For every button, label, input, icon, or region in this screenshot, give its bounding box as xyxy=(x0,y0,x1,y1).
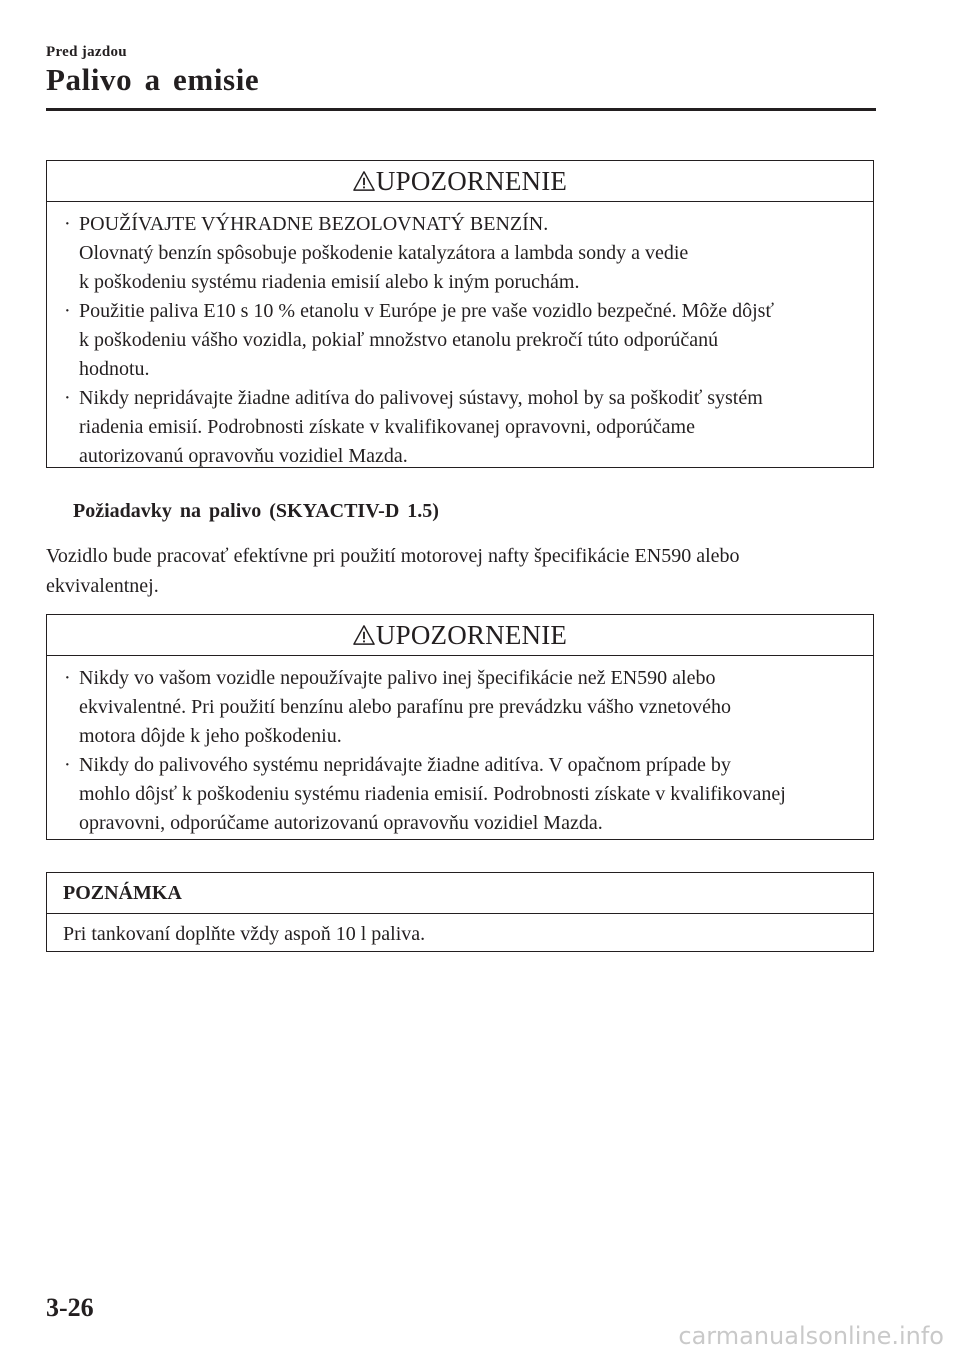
bullet-dot: · xyxy=(64,667,71,689)
page-number: 3-26 xyxy=(46,1293,94,1322)
warning-box-1-body xyxy=(47,202,873,481)
warning-2-item xyxy=(63,751,857,838)
bullet-dot: · xyxy=(64,300,71,322)
bullet-dot: · xyxy=(64,213,71,235)
note-heading: POZNÁMKA xyxy=(47,873,873,914)
warning-1-item-3-line-1: Nikdy nepridávajte žiadne aditíva do palivovej sústavy, mohol by sa poškodiť systém xyxy=(79,387,763,409)
warning-1-item xyxy=(63,297,857,384)
warning-1-item-1-line-3: k poškodeniu systému riadenia emisií alebo k iným poruchám. xyxy=(79,271,580,293)
section-label: Pred jazdou xyxy=(46,44,127,60)
fuel-requirements-heading: Požiadavky na palivo (SKYACTIV-D 1.5) xyxy=(73,500,439,522)
fuel-requirements-text xyxy=(46,541,874,601)
warning-1-item-3-line-2: riadenia emisií. Podrobnosti získate v kvalifikovanej opravovni, odporúčame xyxy=(79,416,695,438)
bullet-dot: · xyxy=(64,754,71,776)
note-text: Pri tankovaní doplňte vždy aspoň 10 l paliva. xyxy=(63,923,426,945)
warning-1-item-2-line-3: hodnotu. xyxy=(79,358,150,380)
warning-1-item-2-line-1: Použitie paliva E10 s 10 % etanolu v Európe je pre vaše vozidlo bezpečné. Môže dôjsť xyxy=(79,300,774,322)
warning-1-item-3-line-3: autorizovanú opravovňu vozidiel Mazda. xyxy=(79,445,408,467)
warning-box-2 xyxy=(46,614,874,840)
warning-box-2-body xyxy=(47,656,873,848)
warning-box-1-title: UPOZORNENIE xyxy=(375,165,568,196)
warning-triangle-icon xyxy=(353,624,375,646)
warning-2-item-1-line-1: Nikdy vo vašom vozidle nepoužívajte palivo inej špecifikácie než EN590 alebo xyxy=(79,667,716,689)
warning-box-2-header xyxy=(47,615,873,656)
warning-2-item-2-line-1: Nikdy do palivového systému nepridávajte žiadne aditíva. V opačnom prípade by xyxy=(79,754,731,776)
fuel-requirements-line-1: Vozidlo bude pracovať efektívne pri použití motorovej nafty špecifikácie EN590 alebo xyxy=(46,545,740,567)
warning-1-item-2-line-2: k poškodeniu vášho vozidla, pokiaľ množstvo etanolu prekročí túto odporúčanú xyxy=(79,329,719,351)
note-box xyxy=(46,872,874,952)
warning-1-item-1-line-2: Olovnatý benzín spôsobuje poškodenie katalyzátora a lambda sondy a vedie xyxy=(79,242,689,264)
warning-1-item-1-line-1: POUŽÍVAJTE VÝHRADNE BEZOLOVNATÝ BENZÍN. xyxy=(79,213,549,235)
fuel-requirements-line-2: ekvivalentnej. xyxy=(46,575,159,597)
warning-2-item-2-line-3: opravovni, odporúčame autorizovanú opravovňu vozidiel Mazda. xyxy=(79,812,603,834)
title-rule xyxy=(46,108,876,111)
page-title: Palivo a emisie xyxy=(46,62,260,97)
warning-2-item-1-line-3: motora dôjde k jeho poškodeniu. xyxy=(79,725,342,747)
warning-2-item-1-line-2: ekvivalentné. Pri použití benzínu alebo parafínu pre prevádzku vášho vznetového xyxy=(79,696,731,718)
warning-box-2-title: UPOZORNENIE xyxy=(375,619,568,650)
warning-1-item xyxy=(63,384,857,471)
warning-2-item-2-line-2: mohlo dôjsť k poškodeniu systému riadenia emisií. Podrobnosti získate v kvalifikovanej xyxy=(79,783,786,805)
warning-2-item xyxy=(63,664,857,751)
warning-triangle-icon xyxy=(353,170,375,192)
warning-box-1 xyxy=(46,160,874,468)
warning-box-1-header xyxy=(47,161,873,202)
warning-1-item xyxy=(63,210,857,297)
bullet-dot: · xyxy=(64,387,71,409)
watermark: carmanualsonline.info xyxy=(678,1322,944,1350)
